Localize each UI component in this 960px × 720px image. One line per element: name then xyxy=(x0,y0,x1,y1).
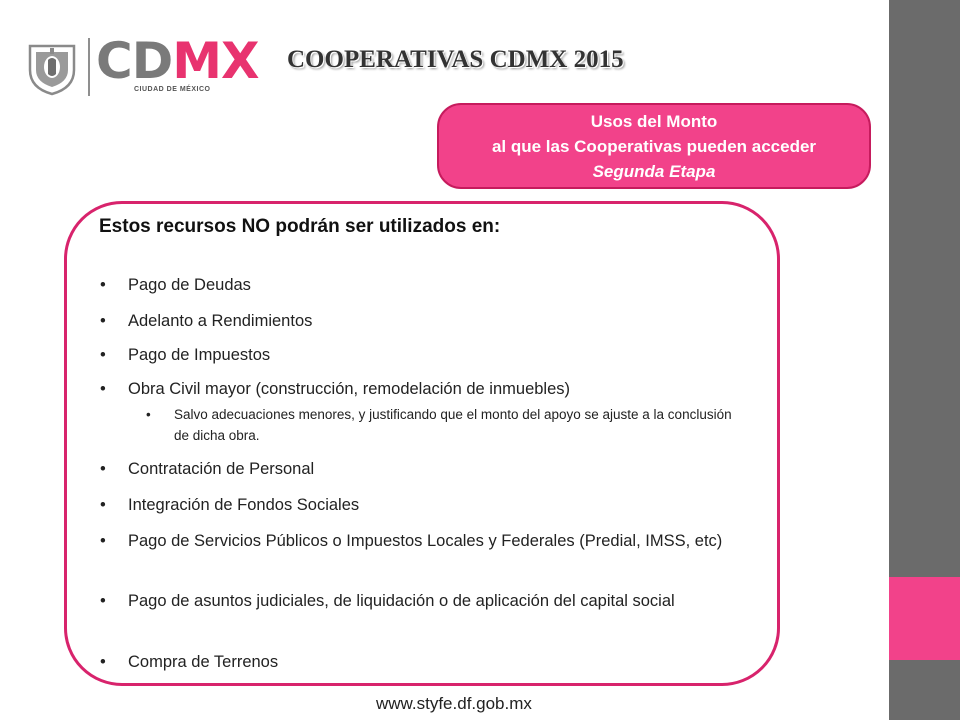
logo-mx: MX xyxy=(172,32,259,90)
header-line-2: al que las Cooperativas pueden acceder xyxy=(491,137,817,156)
logo-divider xyxy=(88,38,90,96)
footer-url: www.styfe.df.gob.mx xyxy=(376,694,532,713)
list-item: • Contratación de Personal xyxy=(128,458,728,480)
side-accent xyxy=(889,577,960,660)
list-item: • Obra Civil mayor (construcción, remodelación de inmuebles) xyxy=(128,378,728,400)
header-line-1: Usos del Monto xyxy=(590,112,718,131)
list-item: • Pago de asuntos judiciales, de liquidación o de aplicación del capital social xyxy=(128,590,728,612)
list-item: • Adelanto a Rendimientos xyxy=(128,310,728,332)
logo-cd: CD xyxy=(96,32,173,90)
content-heading: Estos recursos NO podrán ser utilizados en: xyxy=(99,216,501,237)
list-item: • Compra de Terrenos xyxy=(128,651,728,673)
header-line-3: Segunda Etapa xyxy=(592,162,716,181)
sub-list-item: • Salvo adecuaciones menores, y justificando que el monto del apoyo se ajuste a la conclusión de dicha obra. xyxy=(174,404,734,446)
coat-of-arms-icon xyxy=(24,40,80,96)
list-item: • Pago de Deudas xyxy=(128,274,728,296)
list-item: • Pago de Impuestos xyxy=(128,344,728,366)
logo-subtitle: CIUDAD DE MÉXICO xyxy=(134,86,211,93)
list-item: • Integración de Fondos Sociales xyxy=(128,494,728,516)
page-title: COOPERATIVAS CDMX 2015 xyxy=(287,46,624,73)
list-item: • Pago de Servicios Públicos o Impuestos Locales y Federales (Predial, IMSS, etc) xyxy=(128,530,728,552)
header-box xyxy=(437,103,871,189)
